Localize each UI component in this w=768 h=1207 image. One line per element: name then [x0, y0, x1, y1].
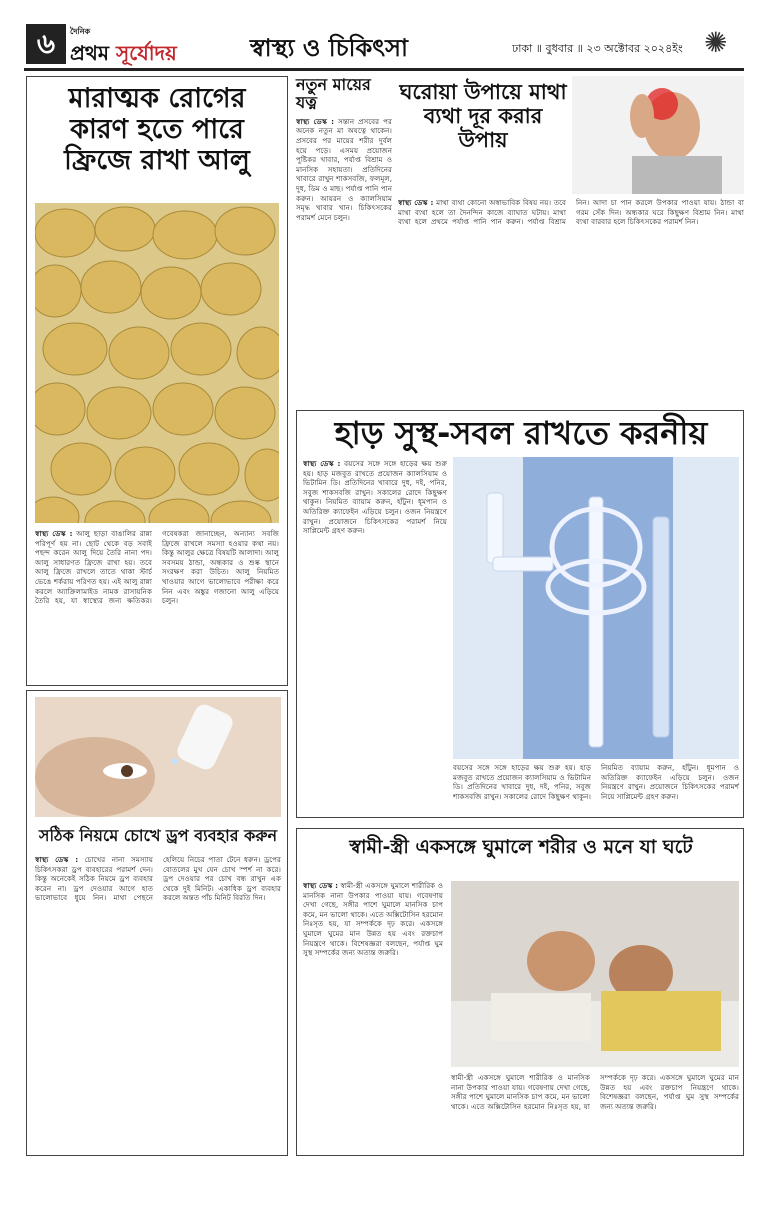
headache-body	[398, 198, 744, 404]
sleep-photo	[451, 881, 739, 1067]
potatoes-illustration	[35, 203, 279, 523]
header-rule	[24, 68, 744, 71]
article-potato	[26, 76, 288, 686]
couple-sleeping-illustration	[451, 881, 739, 1067]
skeleton-illustration	[453, 457, 739, 759]
article-headache	[398, 76, 744, 406]
potato-lead: স্বাস্থ্য ডেস্ক :	[35, 529, 73, 538]
bones-body	[303, 459, 447, 813]
potato-photo	[35, 203, 279, 523]
article-eyedrop	[26, 690, 288, 1156]
sleep-headline: স্বামী-স্ত্রী একসঙ্গে ঘুমালে শরীর ও মনে যা ঘটে	[349, 836, 693, 858]
headache-illustration	[572, 76, 744, 194]
sleep-body	[303, 881, 443, 1149]
headache-photo	[572, 76, 744, 194]
mother-body	[296, 117, 392, 397]
mother-lead: স্বাস্থ্য ডেস্ক :	[296, 116, 335, 126]
mother-headline: নতুন মায়ের যত্ন	[296, 75, 371, 113]
article-mother	[296, 76, 392, 406]
masthead-logo	[70, 26, 177, 72]
mother-text: সন্তান প্রসবের পর অনেক নতুন মা অযত্নে থাকেন। প্রসবের পর মায়ের শরীর দুর্বল হয়ে পড়ে। এসময় প্রয়োজন পুষ্টিকর খাবার, পর্যাপ্ত বিশ্রাম ও মানসিক সহায়তা। প্রতিদিনের খাবারে রাখুন শাকসবজি, ফলমূল, দুধ, ডিম ও মাছ। পর্যাপ্ত পানি পান করুন। আয়রন ও ক্যালসিয়াম সমৃদ্ধ খাবার খান। চিকিৎসকের পরামর্শ মেনে চলুন।	[296, 116, 392, 222]
potato-headline: মারাত্মক রোগের কারণ হতে পারে ফ্রিজে রাখা আলু	[64, 83, 250, 177]
potato-body	[35, 529, 279, 679]
eyedrop-photo	[35, 697, 281, 817]
bones-body-continued	[453, 763, 739, 815]
bones-text: বয়সের সঙ্গে সঙ্গে হাড়ের ক্ষয় শুরু হয়। হাড় মজবুত রাখতে প্রয়োজন ক্যালসিয়াম ও ভিটামিন ডি। প্রতিদিনের খাবারে দুধ, দই, পনির, সবুজ শাকসবজি রাখুন। সকালের রোদে কিছুক্ষণ থাকুন। নিয়মিত ব্যায়াম করুন, হাঁটুন। ধূমপান ও অতিরিক্ত ক্যাফেইন এড়িয়ে চলুন। ওজন নিয়ন্ত্রণে রাখুন। প্রয়োজনে চিকিৎসকের পরামর্শ নিয়ে সাপ্লিমেন্ট গ্রহণ করুন।	[303, 459, 447, 536]
article-sleep	[296, 828, 744, 1156]
eyedrop-text: চোখের নানা সমস্যায় চিকিৎসকরা ড্রপ ব্যবহারের পরামর্শ দেন। কিন্তু অনেকেই সঠিক নিয়মে ড্রপ ব্যবহার করেন না। ড্রপ দেওয়ার আগে হাত ভালোভাবে ধুয়ে নিন। মাথা পেছনে হেলিয়ে নিচের পাতা টেনে ধরুন। ড্রপের বোতলের মুখ যেন চোখ স্পর্শ না করে। ড্রপ দেওয়ার পর চোখ বন্ধ রাখুন এক থেকে দুই মিনিট। একাধিক ড্রপ ব্যবহার করলে অন্তত পাঁচ মিনিট বিরতি দিন।	[35, 855, 281, 903]
bones-photo	[453, 457, 739, 759]
sleep-text: স্বামী-স্ত্রী একসঙ্গে ঘুমালে শারীরিক ও মানসিক নানা উপকার পাওয়া যায়। গবেষণায় দেখা গেছে, সঙ্গীর পাশে ঘুমালে মানসিক চাপ কমে, মন ভালো থাকে। এতে অক্সিটোসিন হরমোন নিঃসৃত হয়, যা সম্পর্ককে দৃঢ় করে। একসঙ্গে ঘুমালে ঘুমের মান উন্নত হয় এবং রক্তচাপ নিয়ন্ত্রণে থাকে। বিশেষজ্ঞরা বলছেন, পর্যাপ্ত ঘুম সুস্থ সম্পর্কের জন্য অত্যন্ত জরুরি।	[303, 881, 443, 958]
article-bones	[296, 410, 744, 818]
headache-lead: স্বাস্থ্য ডেস্ক :	[398, 198, 434, 207]
brand-small: দৈনিক	[70, 27, 91, 36]
headache-headline: ঘরোয়া উপায়ে মাথা ব্যথা দূর করার উপায়	[399, 80, 567, 153]
section-title: স্বাস্থ্য ও চিকিৎসা	[250, 34, 408, 62]
brand-part-a: প্রথম	[70, 41, 109, 65]
eyedrop-body	[35, 855, 281, 1149]
bones-headline: হাড় সুস্থ-সবল রাখতে করনীয়	[334, 414, 708, 452]
sleep-body-continued	[451, 1073, 739, 1151]
bones-lead: স্বাস্থ্য ডেস্ক :	[303, 459, 341, 468]
sleep-text-continued: স্বামী-স্ত্রী একসঙ্গে ঘুমালে শারীরিক ও মানসিক নানা উপকার পাওয়া যায়। গবেষণায় দেখা গেছে, সঙ্গীর পাশে ঘুমালে মানসিক চাপ কমে, মন ভালো থাকে। এতে অক্সিটোসিন হরমোন নিঃসৃত হয়, যা সম্পর্ককে দৃঢ় করে। একসঙ্গে ঘুমালে ঘুমের মান উন্নত হয় এবং রক্তচাপ নিয়ন্ত্রণে থাকে। বিশেষজ্ঞরা বলছেন, পর্যাপ্ত ঘুম সুস্থ সম্পর্কের জন্য অত্যন্ত জরুরি।	[451, 1073, 739, 1111]
dateline: ঢাকা ॥ বুধবার ॥ ২৩ অক্টোবর ২০২৪ইং	[512, 42, 683, 55]
eyedrop-lead: স্বাস্থ্য ডেস্ক :	[35, 855, 79, 864]
page-number: ৬	[26, 24, 66, 64]
eyedrop-headline: সঠিক নিয়মে চোখে ড্রপ ব্যবহার করুন	[38, 826, 278, 845]
gear-ornament-icon: ✺	[704, 26, 728, 59]
potato-text: আলু ছাড়া বাঙালির রান্না পরিপূর্ণ হয় না। ছোট থেকে বড় সবাই পছন্দ করেন আলু দিয়ে তৈরি নানা পদ। আলু সাধারণত ফ্রিজে রাখা হয়। তবে আলু ফ্রিজে রাখলে তাতে থাকা স্টার্চ ভেঙে শর্করায় পরিণত হয়। এই আলু রান্না করলে অ্যাক্রিলামাইড নামক রাসায়নিক তৈরি হয়, যা স্বাস্থ্যের জন্য ক্ষতিকর। গবেষকরা জানাচ্ছেন, অন্যান্য সবজি ফ্রিজে রাখলে সমস্যা হওয়ার কথা নয়। কিন্তু আলুর ক্ষেত্রে বিষয়টি আলাদা। আলু সবসময় ঠান্ডা, অন্ধকার ও শুষ্ক স্থানে সংরক্ষণ করা উচিত। আলু নিয়মিত খাওয়ার আগে ভালোভাবে পরীক্ষা করে নিন এবং অঙ্কুর গজানো আলু এড়িয়ে চলুন।	[35, 529, 279, 606]
brand-part-b: সূর্যোদয়	[115, 41, 177, 65]
eyedrop-illustration	[35, 697, 281, 817]
sleep-lead: স্বাস্থ্য ডেস্ক :	[303, 881, 339, 890]
headache-text: মাথা ব্যথা কোনো অস্বাভাবিক বিষয় নয়। তবে মাথা ব্যথা হলে তা দৈনন্দিন কাজে ব্যাঘাত ঘটায়। মাথা ব্যথা হলে প্রথমে পর্যাপ্ত পানি পান করুন। পর্যাপ্ত বিশ্রাম নিন। আদা চা পান করলে উপকার পাওয়া যায়। ঠান্ডা বা গরম সেঁক দিন। অন্ধকার ঘরে কিছুক্ষণ বিশ্রাম নিন। মাথা ব্যথা বারবার হলে চিকিৎসকের পরামর্শ নিন।	[398, 198, 744, 227]
bones-text-continued: বয়সের সঙ্গে সঙ্গে হাড়ের ক্ষয় শুরু হয়। হাড় মজবুত রাখতে প্রয়োজন ক্যালসিয়াম ও ভিটামিন ডি। প্রতিদিনের খাবারে দুধ, দই, পনির, সবুজ শাকসবজি রাখুন। সকালের রোদে কিছুক্ষণ থাকুন। নিয়মিত ব্যায়াম করুন, হাঁটুন। ধূমপান ও অতিরিক্ত ক্যাফেইন এড়িয়ে চলুন। ওজন নিয়ন্ত্রণে রাখুন। প্রয়োজনে চিকিৎসকের পরামর্শ নিয়ে সাপ্লিমেন্ট গ্রহণ করুন।	[453, 763, 739, 801]
